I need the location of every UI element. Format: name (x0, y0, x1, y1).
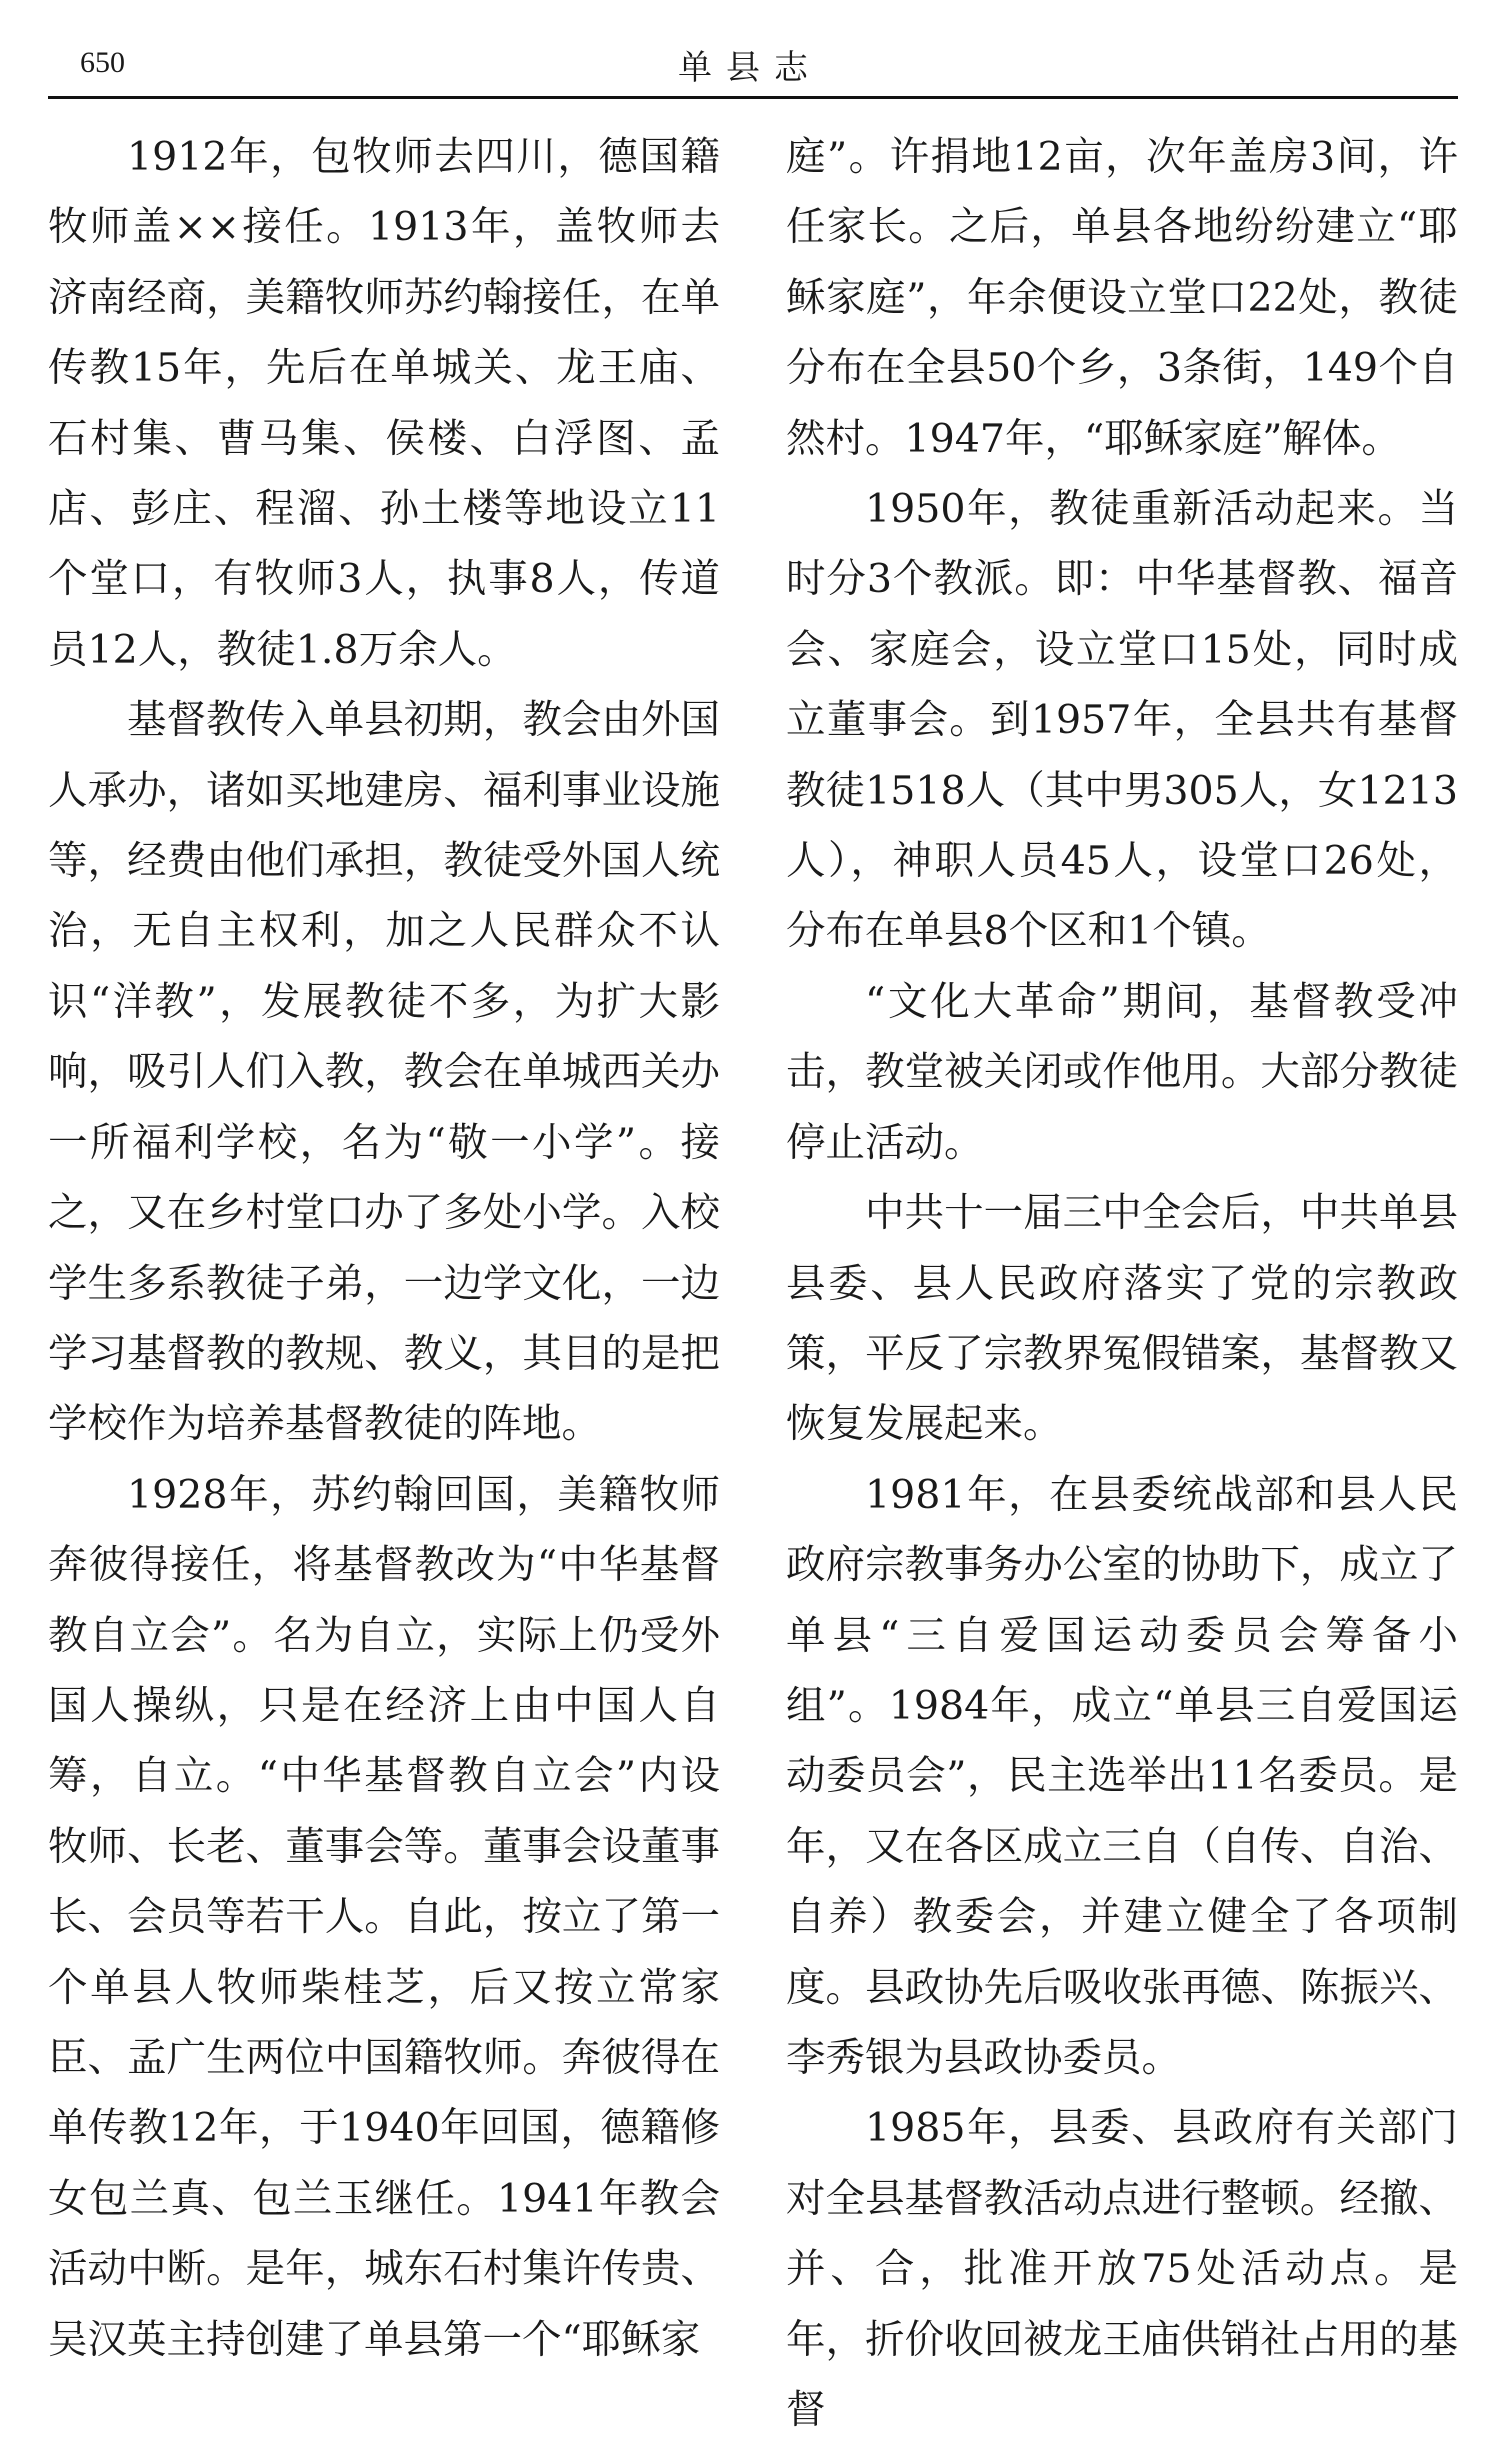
page-header (0, 0, 1500, 98)
right-column (786, 122, 1458, 2445)
paragraph: 1981年，在县委统战部和县人民政府宗教事务办公室的协助下，成立了单县“三自爱国运动委员会筹备小组”。1984年，成立“单县三自爱国运动委员会”，民主选举出11名委员。是年，又在各区成立三自（自传、自治、自养）教委会，并建立健全了各项制度。县政协先后吸收张再德、陈振兴、李秀银为县政协委员。 (786, 1471, 1458, 2081)
header-rule (48, 96, 1458, 99)
paragraph-continued: 庭”。许捐地12亩，次年盖房3间，许任家长。之后，单县各地纷纷建立“耶稣家庭”，年余便设立堂口22处，教徒分布在全县50个乡，3条街，149个自然村。1947年，“耶稣家庭”解体。 (786, 134, 1458, 462)
running-title: 单县志 (678, 48, 822, 88)
page-number: 650 (80, 46, 125, 79)
paragraph: 中共十一届三中全会后，中共单县县委、县人民政府落实了党的宗教政策，平反了宗教界冤假错案，基督教又恢复发展起来。 (786, 1190, 1458, 1448)
left-column (48, 122, 720, 2375)
paragraph: 1985年，县委、县政府有关部门对全县基督教活动点进行整顿。经撤、并、合，批准开放75处活动点。是年，折价收回被龙王庙供销社占用的基督 (786, 2105, 1458, 2433)
paragraph: “文化大革命”期间，基督教受冲击，教堂被关闭或作他用。大部分教徒停止活动。 (786, 978, 1458, 1166)
paragraph: 1928年，苏约翰回国，美籍牧师奔彼得接任，将基督教改为“中华基督教自立会”。名为自立，实际上仍受外国人操纵，只是在经济上由中国人自筹，自立。“中华基督教自立会”内设牧师、长老、董事会等。董事会设董事长、会员等若干人。自此，按立了第一个单县人牧师柴桂芝，后又按立常家臣、孟广生两位中国籍牧师。奔彼得在单传教12年，于1940年回国，德籍修女包兰真、包兰玉继任。1941年教会活动中断。是年，城东石村集许传贵、吴汉英主持创建了单县第一个“耶稣家 (48, 1471, 720, 2363)
paragraph: 基督教传入单县初期，教会由外国人承办，诸如买地建房、福利事业设施等，经费由他们承担，教徒受外国人统治，无自主权利，加之人民群众不认识“洋教”，发展教徒不多，为扩大影响，吸引人们入教，教会在单城西关办一所福利学校，名为“敬一小学”。接之，又在乡村堂口办了多处小学。入校学生多系教徒子弟，一边学文化，一边学习基督教的教规、教义，其目的是把学校作为培养基督教徒的阵地。 (48, 697, 720, 1448)
paragraph: 1950年，教徒重新活动起来。当时分3个教派。即：中华基督教、福音会、家庭会，设立堂口15处，同时成立董事会。到1957年，全县共有基督教徒1518人（其中男305人，女1213人），神职人员45人，设堂口26处，分布在单县8个区和1个镇。 (786, 486, 1458, 955)
paragraph: 1912年，包牧师去四川，德国籍牧师盖××接任。1913年，盖牧师去济南经商，美籍牧师苏约翰接任，在单传教15年，先后在单城关、龙王庙、石村集、曹马集、侯楼、白浮图、孟店、彭庄、程溜、孙土楼等地设立11个堂口，有牧师3人，执事8人，传道员12人，教徒1.8万余人。 (48, 134, 720, 673)
